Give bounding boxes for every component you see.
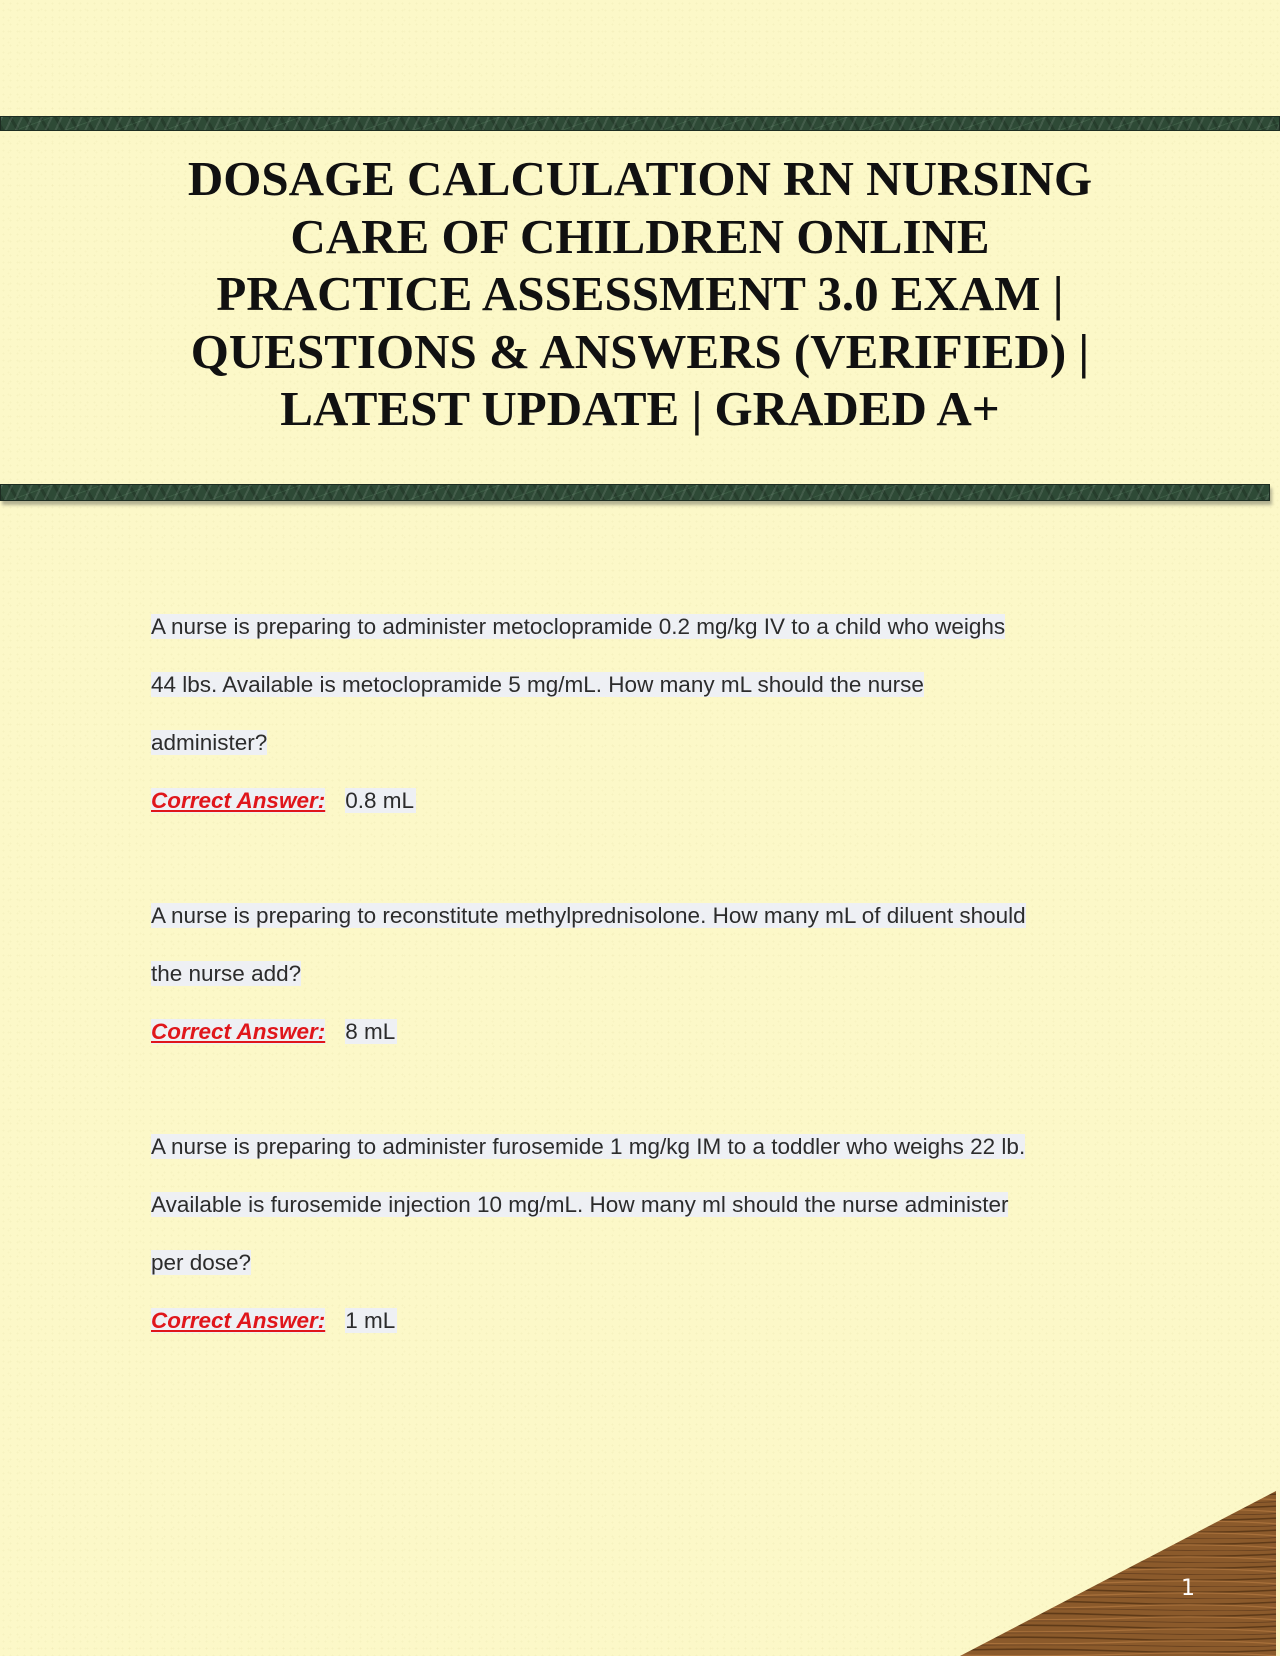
title-line: LATEST UPDATE | GRADED A+: [280, 381, 1000, 436]
question-block: [151, 1132, 1151, 1336]
document-title: [150, 150, 1130, 438]
title-line: QUESTIONS & ANSWERS (VERIFIED) |: [190, 323, 1090, 379]
wood-corner-decoration: [960, 1491, 1280, 1656]
question-block: [151, 901, 1151, 1047]
answer-line: [151, 1017, 1151, 1047]
question-text-line: per dose?: [151, 1250, 252, 1275]
answer-value: 8 mL: [345, 1019, 396, 1044]
question-text-line: A nurse is preparing to reconstitute methylprednisolone. How many mL of diluent should: [151, 903, 1026, 928]
title-line: CARE OF CHILDREN ONLINE: [290, 208, 990, 264]
question-text-line: administer?: [151, 730, 268, 755]
question-text-line: Available is furosemide injection 10 mg/mL. How many ml should the nurse administer: [151, 1192, 1009, 1217]
title-line: DOSAGE CALCULATION RN NURSING: [187, 151, 1093, 206]
correct-answer-label: Correct Answer:: [151, 1308, 326, 1333]
question-text-line: A nurse is preparing to administer metoclopramide 0.2 mg/kg IV to a child who weighs: [151, 614, 1006, 639]
correct-answer-label: Correct Answer:: [151, 788, 326, 813]
answer-line: [151, 1306, 1151, 1336]
top-decorative-band: [0, 116, 1280, 131]
correct-answer-label: Correct Answer:: [151, 1019, 326, 1044]
question-block: [151, 612, 1151, 816]
title-line: PRACTICE ASSESSMENT 3.0 EXAM |: [216, 266, 1064, 321]
question-text-line: 44 lbs. Available is metoclopramide 5 mg/mL. How many mL should the nurse: [151, 672, 924, 697]
bottom-decorative-band: [0, 484, 1270, 501]
question-text-line: A nurse is preparing to administer furosemide 1 mg/kg IM to a toddler who weighs 22 lb.: [151, 1134, 1026, 1159]
answer-value: 1 mL: [345, 1308, 396, 1333]
answer-line: [151, 786, 1151, 816]
answer-value: 0.8 mL: [345, 788, 415, 813]
question-text-line: the nurse add?: [151, 961, 302, 986]
page-number: 1: [1181, 1576, 1195, 1601]
